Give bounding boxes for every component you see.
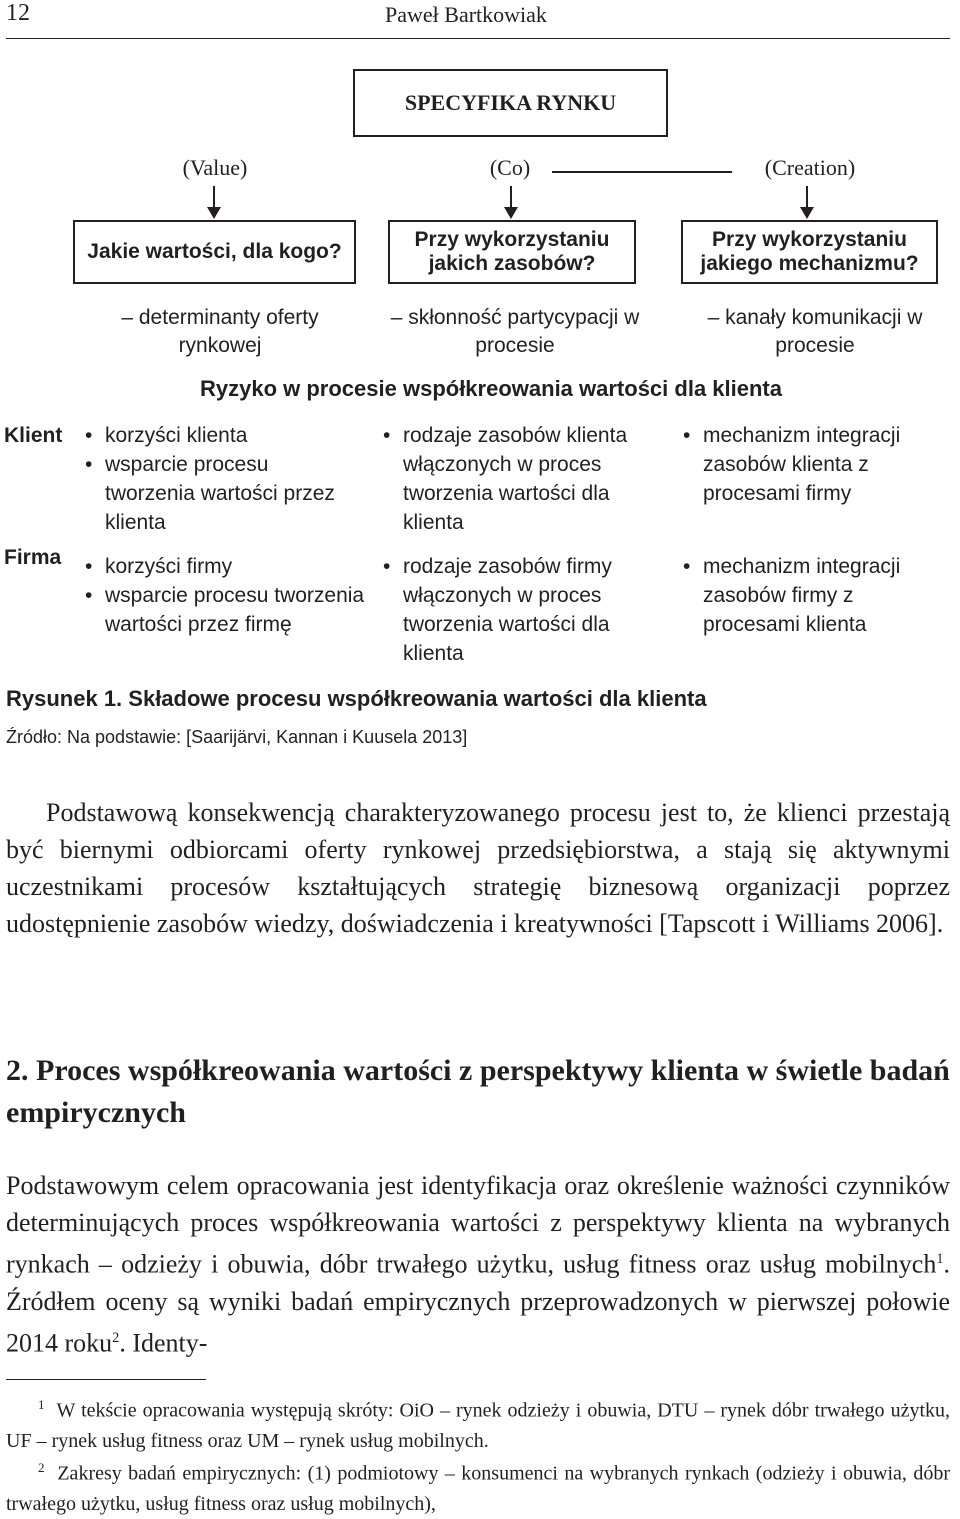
section-heading: 2. Proces współkreowania wartości z perspektywy klienta w świetle badań empirycznych	[6, 1054, 950, 1129]
footnote	[6, 1390, 950, 1456]
value-question-box: Jakie wartości, dla kogo?	[73, 220, 356, 284]
paragraph-text: . Identy-	[119, 1328, 208, 1358]
footnote-number: 2	[38, 1460, 45, 1475]
list-item: • korzyści klienta	[85, 421, 355, 450]
arrow-head-icon	[504, 207, 518, 219]
list-item: • rodzaje zasobów firmy włączonych w proces tworzenia wartości dla klienta	[383, 552, 663, 668]
arrow-head-icon	[800, 207, 814, 219]
client-value-cell	[85, 421, 355, 537]
creation-question-box: Przy wykorzystaniu jakiego mechanizmu?	[681, 220, 938, 284]
list-item: • wsparcie procesu tworzenia wartości przez klienta	[85, 450, 355, 537]
paragraph: Podstawową konsekwencją charakteryzowanego procesu jest to, że klienci przestają być biernymi odbiorcami oferty rynkowej przedsiębiorstwa, a stają się aktywnymi uczestnikami procesów kształtujących strategię biznesową organizacji poprzez udostępnienie zasobów wiedzy, doświadczenia i kreatywności [Tapscott i Williams 2006].	[6, 798, 950, 938]
footnote-number: 1	[38, 1397, 45, 1412]
determinant-channels: – kanały komunikacji w procesie	[707, 306, 923, 357]
list-item: • mechanizm integracji zasobów firmy z procesami klienta	[683, 552, 933, 639]
footnote-text: W tekście opracowania występują skróty: OiO – rynek odzieży i obuwia, DTU – rynek dóbr trwałego użytku, UF – rynek usług fitness oraz UM – rynek usług mobilnych.	[6, 1399, 951, 1452]
list-item: • wsparcie procesu tworzenia wartości przez firmę	[85, 581, 370, 639]
figure-source: Źródło: Na podstawie: [Saarijärvi, Kannan i Kuusela 2013]	[6, 727, 468, 747]
value-label: (Value)	[182, 155, 248, 180]
co-question-box: Przy wykorzystaniu jakich zasobów?	[388, 220, 636, 284]
arrow-down-icon	[213, 186, 215, 208]
client-mechanism-cell	[683, 421, 933, 508]
list-item: • korzyści firmy	[85, 552, 370, 581]
header-rule	[6, 38, 950, 39]
paragraph-text: Podstawowym celem opracowania jest identyfikacja oraz określenie ważności czynników determinujących proces współkreowania wartości z perspektywy klienta na wybranych rynkach – odzieży i obuwia, dóbr trwałego użytku, usług fitness oraz usług mobilnych	[6, 1171, 950, 1279]
page-number: 12	[6, 0, 30, 26]
arrow-down-icon	[510, 186, 512, 208]
company-value-cell	[85, 552, 370, 639]
running-header-author: Paweł Bartkowiak	[385, 2, 547, 27]
row-label-company: Firma	[4, 546, 62, 569]
footnote-ref: 1	[936, 1251, 944, 1267]
market-specificity-box: SPECYFIKA RYNKU	[353, 69, 668, 137]
client-resources-cell	[383, 421, 663, 537]
determinant-offer: – determinanty oferty rynkowej	[121, 306, 319, 357]
risk-title: Ryzyko w procesie współkreowania wartości dla klienta	[200, 376, 782, 401]
paragraph	[6, 1167, 950, 1361]
row-label-client: Klient	[4, 424, 63, 447]
arrow-down-icon	[806, 186, 808, 208]
arrow-head-icon	[207, 207, 221, 219]
figure-caption: Rysunek 1. Składowe procesu współkreowania wartości dla klienta	[6, 686, 707, 711]
footnote-ref: 2	[112, 1329, 120, 1346]
creation-label: (Creation)	[764, 155, 856, 180]
company-resources-cell	[383, 552, 663, 668]
co-label: (Co)	[489, 155, 531, 180]
paragraph-text: . Źródłem oceny są wyniki badań empirycznych przeprowadzonych w pierwszej połowie 2014 roku	[6, 1249, 950, 1358]
footnote	[6, 1453, 950, 1519]
company-mechanism-cell	[683, 552, 933, 639]
footnote-text: Zakresy badań empirycznych: (1) podmiotowy – konsumenci na wybranych rynkach (odzieży i obuwia, dóbr trwałego użytku, usług fitness oraz usług mobilnych),	[6, 1462, 950, 1515]
list-item: • mechanizm integracji zasobów klienta z procesami firmy	[683, 421, 933, 508]
list-item: • rodzaje zasobów klienta włączonych w proces tworzenia wartości dla klienta	[383, 421, 663, 537]
footnote-rule	[6, 1379, 206, 1380]
determinant-participation: – skłonność partycypacji w procesie	[390, 306, 640, 357]
co-creation-connector-line	[552, 171, 732, 173]
